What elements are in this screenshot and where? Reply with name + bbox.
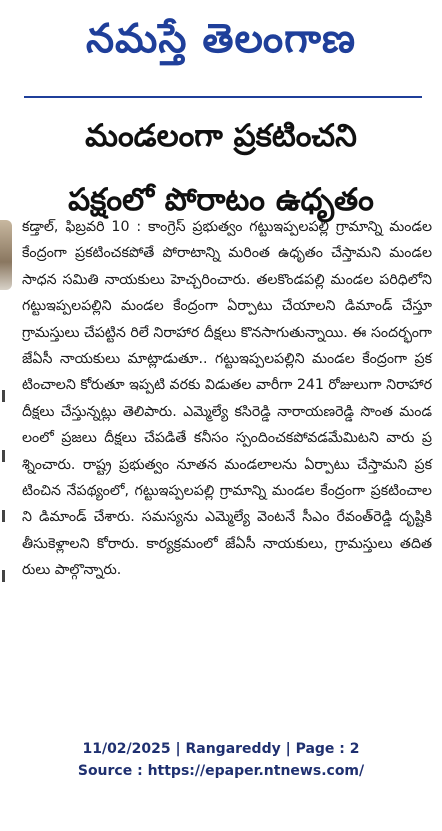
newspaper-logo: నమస్తే తెలంగాణ bbox=[85, 16, 357, 62]
adjacent-photo-fragment bbox=[0, 220, 12, 290]
source-link[interactable]: Source : https://epaper.ntnews.com/ bbox=[77, 763, 365, 779]
headline-line-1: మండలంగా ప్రకటించని bbox=[85, 118, 357, 154]
article-body: కడ్తాల్, ఫిబ్రవరి 10 : కాంగ్రెస్ ప్రభుత్వం గట్టుఇప్పలపల్లి గ్రామాన్ని మండల కేంద్రంగా ప్రకటించకపోతే పోరాటాన్ని మరింత ఉధృతం చేస్తామని మండల సాధన సమితి నాయకులు హెచ్చరించారు. తలకొండపల్లి మండల పరిధిలోని గట్టుఇప్పలపల్లిని మండల కేంద్రంగా ఏర్పాటు చేయాలని డిమాండ్ చేస్తూ గ్రామస్తులు చేపట్టిన రిలే నిరాహార దీక్షలు కొనసాగుతున్నాయి. ఈ సందర్భంగా జేఏసీ నాయకులు మాట్లాడుతూ.. గట్టుఇప్పలపల్లిని మండల కేంద్రంగా ప్రకటించాలని కోరుతూ ఇప్పటి వరకు విడుతల వారీగా 241 రోజులుగా నిరాహార దీక్షలు చేస్తున్నట్లు తెలిపారు. ఎమ్మెల్యే కసిరెడ్డి నారాయణరెడ్డి సొంత మండలంలో ప్రజలు దీక్షలు చేపడితే కనీసం స్పందించకపోవడమేమిటని వారు ప్రశ్నించారు. రాష్ట్ర ప్రభుత్వం నూతన మండలాలను ఏర్పాటు చేస్తామని ప్రకటించిన నేపథ్యంలో, గట్టుఇప్పలపల్లి గ్రామాన్ని మండల కేంద్రంగా ప్రకటించాలని డిమాండ్ చేశారు. సమస్యను ఎమ్మెల్యే వెంటనే సీఎం రేవంత్‌రెడ్డి దృష్టికి తీసుకెళ్లాలని కోరారు. కార్యక్రమంలో జేఏసీ నాయకులు, గ్రామస్తులు తదితరులు పాల్గొన్నారు. bbox=[22, 219, 432, 579]
adjacent-text-fragment bbox=[2, 510, 16, 522]
edition-info: 11/02/2025 | Rangareddy | Page : 2 bbox=[82, 741, 360, 757]
article-headline bbox=[0, 104, 442, 232]
newspaper-masthead bbox=[0, 0, 442, 88]
adjacent-text-fragment bbox=[2, 390, 16, 402]
adjacent-text-fragment bbox=[2, 450, 16, 462]
page-footer bbox=[0, 738, 442, 782]
adjacent-column-clipping bbox=[0, 200, 16, 720]
headline-top-rule bbox=[24, 96, 422, 98]
headline-line-2: పక్షంలో పోరాటం ఉధృతం bbox=[68, 182, 374, 218]
adjacent-text-fragment bbox=[2, 570, 16, 582]
